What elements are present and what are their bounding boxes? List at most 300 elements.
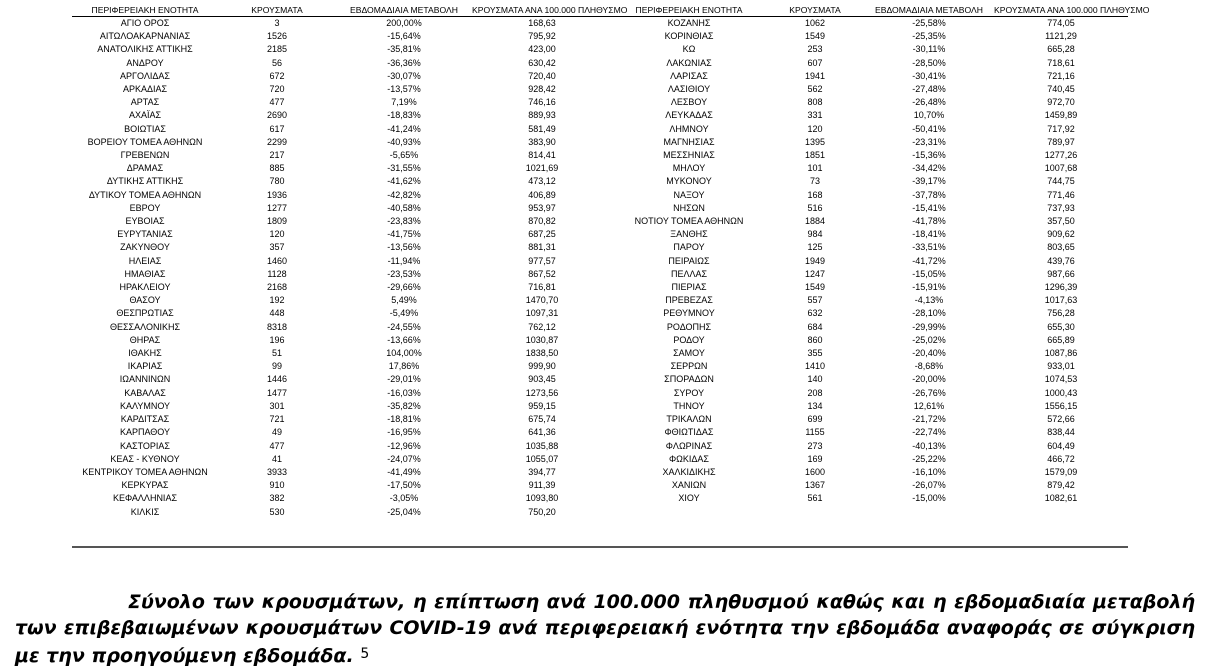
region-name-cell: ΞΑΝΘΗΣ — [670, 229, 708, 240]
cases-cell: 120 — [269, 229, 285, 240]
weekly-change-cell: -40,13% — [912, 440, 946, 451]
cases-per-100k-cell: 803,65 — [1047, 242, 1075, 253]
region-name-cell: ΦΘΙΩΤΙΔΑΣ — [664, 427, 714, 438]
cases-cell: 557 — [807, 295, 823, 306]
table-row — [72, 453, 1128, 466]
weekly-change-cell: -8,68% — [914, 361, 944, 372]
cases-per-100k-cell: 959,15 — [528, 400, 556, 411]
cases-cell: 1477 — [266, 387, 288, 398]
cases-per-100k-cell: 789,97 — [1047, 136, 1075, 147]
region-name-cell: ΕΒΡΟΥ — [129, 202, 161, 213]
weekly-change-cell: -21,72% — [912, 414, 946, 425]
weekly-change-cell: -15,36% — [912, 150, 946, 161]
region-name-cell: ΣΠΟΡΑΔΩΝ — [664, 374, 714, 385]
weekly-change-cell: -36,36% — [387, 57, 421, 68]
table-row — [72, 57, 1128, 70]
table-row — [72, 307, 1128, 320]
region-name-cell: ΙΘΑΚΗΣ — [128, 348, 162, 359]
weekly-change-cell: 12,61% — [913, 400, 945, 411]
cases-cell: 1949 — [804, 255, 826, 266]
weekly-change-cell: -3,05% — [389, 493, 419, 504]
region-name-cell: ΙΚΑΡΙΑΣ — [127, 361, 163, 372]
weekly-change-cell: -27,48% — [912, 84, 946, 95]
weekly-change-cell: -15,05% — [912, 268, 946, 279]
cases-per-100k-cell: 383,90 — [528, 136, 556, 147]
region-name-cell: ΘΕΣΠΡΩΤΙΑΣ — [116, 308, 174, 319]
cases-per-100k-cell: 762,12 — [528, 321, 556, 332]
table-row — [72, 43, 1128, 56]
cases-cell: 2690 — [266, 110, 288, 121]
region-name-cell: ΧΙΟΥ — [678, 493, 700, 504]
cases-per-100k-cell: 774,05 — [1047, 18, 1075, 28]
cases-cell: 1809 — [266, 216, 288, 227]
weekly-change-cell: -29,99% — [912, 321, 946, 332]
region-name-cell: ΛΕΥΚΑΔΑΣ — [665, 110, 713, 121]
region-name-cell: ΛΑΚΩΝΙΑΣ — [666, 57, 712, 68]
region-name-cell: ΤΗΝΟΥ — [673, 400, 705, 411]
cases-per-100k-cell: 756,28 — [1047, 308, 1075, 319]
cases-cell: 169 — [807, 453, 823, 464]
region-name-cell — [612, 506, 766, 519]
region-name-cell: ΤΡΙΚΑΛΩΝ — [666, 414, 712, 425]
column-header: ΠΕΡΙΦΕΡΕΙΑΚΗ ΕΝΟΤΗΤΑ — [612, 4, 766, 17]
region-name-cell: ΑΡΚΑΔΙΑΣ — [122, 84, 168, 95]
cases-cell: 1941 — [804, 70, 826, 81]
table-row — [72, 440, 1128, 453]
cases-cell: 984 — [807, 229, 823, 240]
table-row — [72, 479, 1128, 492]
cases-cell: 684 — [807, 321, 823, 332]
region-name-cell: ΘΕΣΣΑΛΟΝΙΚΗΣ — [109, 321, 181, 332]
cases-cell: 910 — [269, 480, 285, 491]
weekly-change-cell: 104,00% — [386, 348, 422, 359]
region-name-cell: ΚΑΡΠΑΘΟΥ — [119, 427, 171, 438]
region-name-cell: ΝΗΣΩΝ — [673, 202, 705, 213]
cases-per-100k-cell: 933,01 — [1047, 361, 1075, 372]
cases-cell: 382 — [269, 493, 285, 504]
region-name-cell: ΑΡΤΑΣ — [130, 97, 160, 108]
footnote-marker: 5 — [360, 646, 370, 662]
cases-cell: 8318 — [266, 321, 288, 332]
cases-cell: 477 — [269, 97, 285, 108]
cases-per-100k-cell: 655,30 — [1047, 321, 1075, 332]
cases-table-container — [72, 4, 1150, 519]
weekly-change-cell: -23,31% — [912, 136, 946, 147]
region-name-cell: ΒΟΡΕΙΟΥ ΤΟΜΕΑ ΑΘΗΝΩΝ — [87, 136, 203, 147]
region-name-cell: ΘΑΣΟΥ — [129, 295, 161, 306]
region-name-cell: ΡΕΘΥΜΝΟΥ — [663, 308, 715, 319]
cases-cell: 355 — [807, 348, 823, 359]
cases-cell: 73 — [809, 176, 820, 187]
region-name-cell: ΚΕΦΑΛΛΗΝΙΑΣ — [112, 493, 178, 504]
cases-per-100k-cell: 1021,69 — [525, 163, 559, 174]
weekly-change-cell: -35,82% — [387, 400, 421, 411]
weekly-change-cell: -5,49% — [389, 308, 419, 319]
weekly-change-cell: -13,66% — [387, 334, 421, 345]
cases-per-100k-cell: 903,45 — [528, 374, 556, 385]
cases-cell: 720 — [269, 84, 285, 95]
weekly-change-cell: -15,41% — [912, 202, 946, 213]
region-name-cell: ΓΡΕΒΕΝΩΝ — [120, 150, 170, 161]
cases-cell: 192 — [269, 295, 285, 306]
weekly-change-cell: -16,10% — [912, 466, 946, 477]
cases-cell: 101 — [807, 163, 823, 174]
cases-cell: 301 — [269, 400, 285, 411]
cases-cell: 3 — [274, 18, 280, 28]
weekly-change-cell: -30,41% — [912, 70, 946, 81]
region-name-cell: ΛΑΡΙΣΑΣ — [670, 70, 708, 81]
weekly-change-cell: -5,65% — [389, 150, 419, 161]
cases-per-100k-cell: 987,66 — [1047, 268, 1075, 279]
cases-cell: 41 — [271, 453, 282, 464]
weekly-change-cell: -4,13% — [914, 295, 944, 306]
region-name-cell: ΑΙΤΩΛΟΑΚΑΡΝΑΝΙΑΣ — [99, 31, 191, 42]
cases-per-100k-cell: 675,74 — [528, 414, 556, 425]
cases-per-100k-cell: 1097,31 — [525, 308, 559, 319]
weekly-change-cell: -25,04% — [387, 506, 421, 517]
cases-per-100k-cell: 423,00 — [528, 44, 556, 55]
region-name-cell: ΚΕΑΣ - ΚΥΘΝΟΥ — [110, 453, 180, 464]
cases-cell: 780 — [269, 176, 285, 187]
weekly-change-cell: -41,78% — [912, 216, 946, 227]
region-name-cell: ΠΕΙΡΑΙΩΣ — [668, 255, 710, 266]
cases-cell: 196 — [269, 334, 285, 345]
cases-cell: 1460 — [266, 255, 288, 266]
weekly-change-cell: -15,91% — [912, 282, 946, 293]
weekly-change-cell: -17,50% — [387, 480, 421, 491]
weekly-change-cell: -41,75% — [387, 229, 421, 240]
cases-per-100k-cell: 716,81 — [528, 282, 556, 293]
cases-cell: 2168 — [266, 282, 288, 293]
weekly-change-cell: -25,02% — [912, 334, 946, 345]
region-name-cell: ΡΟΔΟΠΗΣ — [666, 321, 712, 332]
weekly-change-cell: -11,94% — [387, 255, 421, 266]
cases-per-100k-cell: 1296,39 — [1044, 282, 1078, 293]
weekly-change-cell: -50,41% — [912, 123, 946, 134]
weekly-change-cell: -41,24% — [387, 123, 421, 134]
region-name-cell: ΘΗΡΑΣ — [129, 334, 161, 345]
weekly-change-cell: -25,58% — [912, 18, 946, 28]
cases-per-100k-cell — [994, 506, 1128, 519]
cases-cell: 1367 — [804, 480, 826, 491]
cases-cell: 885 — [269, 163, 285, 174]
cases-cell: 1549 — [804, 282, 826, 293]
cases-cell: 562 — [807, 84, 823, 95]
table-row — [72, 17, 1128, 31]
region-name-cell: ΛΗΜΝΟΥ — [669, 123, 709, 134]
table-row — [72, 294, 1128, 307]
column-header: ΚΡΟΥΣΜΑΤΑ ΑΝΑ 100.000 ΠΛΗΘΥΣΜΟ — [472, 5, 628, 15]
weekly-change-cell: -12,96% — [387, 440, 421, 451]
table-row — [72, 400, 1128, 413]
weekly-change-cell: -37,78% — [912, 189, 946, 200]
column-header: ΠΕΡΙΦΕΡΕΙΑΚΗ ΕΝΟΤΗΤΑ — [72, 4, 218, 17]
cases-per-100k-cell: 771,46 — [1047, 189, 1075, 200]
cases-cell: 208 — [807, 387, 823, 398]
table-bottom-rule — [72, 546, 1128, 548]
table-row — [72, 255, 1128, 268]
region-name-cell: ΚΕΡΚΥΡΑΣ — [121, 480, 169, 491]
header-row — [72, 4, 1128, 17]
cases-per-100k-cell: 867,52 — [528, 268, 556, 279]
region-name-cell: ΑΝΔΡΟΥ — [126, 57, 164, 68]
cases-per-100k-cell: 665,89 — [1047, 334, 1075, 345]
weekly-change-cell: -13,57% — [387, 84, 421, 95]
cases-per-100k-cell: 1459,89 — [1044, 110, 1078, 121]
region-name-cell: ΣΑΜΟΥ — [673, 348, 705, 359]
region-name-cell: ΠΡΕΒΕΖΑΣ — [665, 295, 713, 306]
cases-per-100k-cell: 889,93 — [528, 110, 556, 121]
cases-cell: 1600 — [804, 466, 826, 477]
cases-per-100k-cell: 1017,63 — [1044, 295, 1078, 306]
cases-cell: 672 — [269, 70, 285, 81]
region-name-cell: ΠΙΕΡΙΑΣ — [671, 282, 707, 293]
column-header: ΕΒΔΟΜΑΔΙΑΙΑ ΜΕΤΑΒΟΛΗ — [864, 4, 994, 17]
weekly-change-cell: -34,42% — [912, 163, 946, 174]
cases-cell: 2299 — [266, 136, 288, 147]
table-row — [72, 215, 1128, 228]
cases-per-100k-cell: 814,41 — [528, 150, 556, 161]
weekly-change-cell: -18,83% — [387, 110, 421, 121]
cases-cell: 607 — [807, 57, 823, 68]
table-row — [72, 228, 1128, 241]
weekly-change-cell: -39,17% — [912, 176, 946, 187]
table-row — [72, 96, 1128, 109]
table-row — [72, 426, 1128, 439]
cases-per-100k-cell: 357,50 — [1047, 216, 1075, 227]
region-name-cell: ΣΕΡΡΩΝ — [670, 361, 708, 372]
cases-per-100k-cell: 737,93 — [1047, 202, 1075, 213]
region-name-cell: ΝΑΞΟΥ — [673, 189, 705, 200]
cases-per-100k-cell: 687,25 — [528, 229, 556, 240]
cases-cell: 561 — [807, 493, 823, 504]
cases-per-100k-cell: 473,12 — [528, 176, 556, 187]
weekly-change-cell: -35,81% — [387, 44, 421, 55]
cases-per-100k-cell: 870,82 — [528, 216, 556, 227]
weekly-change-cell: -20,00% — [912, 374, 946, 385]
cases-cell: 140 — [807, 374, 823, 385]
figure-caption — [15, 589, 1195, 669]
column-header: ΚΡΟΥΣΜΑΤΑ — [218, 4, 336, 17]
caption-text: Σύνολο των κρουσμάτων, η επίπτωση ανά 100.000 πληθυσμού καθώς και η εβδομαδιαία μεταβολή των επιβεβαιωμένων κρουσμάτων COVID-19 ανά περιφερειακή ενότητα την εβδομάδα αναφοράς σε σύγκριση με την προηγούμενη εβδομάδα. — [15, 591, 1195, 667]
weekly-change-cell: -25,22% — [912, 453, 946, 464]
region-name-cell: ΛΑΣΙΘΙΟΥ — [667, 84, 711, 95]
cases-cell: 1410 — [804, 361, 826, 372]
region-name-cell: ΜΗΛΟΥ — [672, 163, 706, 174]
cases-per-100k-cell: 406,89 — [528, 189, 556, 200]
region-name-cell: ΚΩ — [682, 44, 696, 55]
region-name-cell: ΗΜΑΘΙΑΣ — [124, 268, 166, 279]
cases-per-100k-cell: 1035,88 — [525, 440, 559, 451]
weekly-change-cell: -18,81% — [387, 414, 421, 425]
cases-per-100k-cell: 999,90 — [528, 361, 556, 372]
cases-cell: 1128 — [267, 268, 287, 279]
region-name-cell: ΔΥΤΙΚΟΥ ΤΟΜΕΑ ΑΘΗΝΩΝ — [88, 189, 202, 200]
region-name-cell: ΜΥΚΟΝΟΥ — [666, 176, 712, 187]
cases-cell: 808 — [807, 97, 823, 108]
weekly-change-cell: -31,55% — [387, 163, 421, 174]
table-header — [72, 4, 1150, 17]
cases-per-100k-cell: 1030,87 — [525, 334, 559, 345]
weekly-change-cell: -22,74% — [912, 427, 946, 438]
region-name-cell: ΚΑΛΥΜΝΟΥ — [119, 400, 171, 411]
table-row — [72, 202, 1128, 215]
table-row — [72, 321, 1128, 334]
region-name-cell: ΜΑΓΝΗΣΙΑΣ — [663, 136, 715, 147]
weekly-change-cell: -18,41% — [912, 229, 946, 240]
table-row — [72, 373, 1128, 386]
table-row — [72, 136, 1128, 149]
cases-cell: 632 — [807, 308, 823, 319]
weekly-change-cell: -26,07% — [912, 480, 946, 491]
cases-per-100k-cell: 881,31 — [528, 242, 556, 253]
cases-per-100k-cell: 879,42 — [1047, 480, 1075, 491]
weekly-change-cell: 17,86% — [388, 361, 420, 372]
region-name-cell: ΔΥΤΙΚΗΣ ΑΤΤΙΚΗΣ — [106, 176, 184, 187]
cases-per-100k-cell: 1273,56 — [525, 387, 559, 398]
table-body — [72, 17, 1128, 519]
table-row — [72, 109, 1128, 122]
region-name-cell: ΡΟΔΟΥ — [673, 334, 705, 345]
table-row — [72, 123, 1128, 136]
region-name-cell: ΑΝΑΤΟΛΙΚΗΣ ΑΤΤΙΚΗΣ — [97, 44, 193, 55]
cases-per-100k-cell: 439,76 — [1047, 255, 1075, 266]
region-name-cell: ΗΛΕΙΑΣ — [128, 255, 162, 266]
cases-by-regional-unit-table — [72, 4, 1150, 519]
weekly-change-cell: -16,95% — [387, 427, 421, 438]
cases-per-100k-cell: 394,77 — [528, 466, 556, 477]
region-name-cell: ΧΑΝΙΩΝ — [671, 480, 707, 491]
cases-cell: 217 — [269, 150, 285, 161]
cases-cell: 1277 — [266, 202, 288, 213]
region-name-cell: ΑΧΑΪΑΣ — [128, 110, 162, 121]
table-row — [72, 466, 1128, 479]
cases-cell: 2185 — [266, 44, 288, 55]
region-name-cell: ΜΕΣΣΗΝΙΑΣ — [663, 150, 715, 161]
weekly-change-cell: 7,19% — [391, 97, 417, 108]
weekly-change-cell: -26,48% — [912, 97, 946, 108]
table-row — [72, 334, 1128, 347]
weekly-change-cell: -41,72% — [912, 255, 946, 266]
column-header: ΕΒΔΟΜΑΔΙΑΙΑ ΜΕΤΑΒΟΛΗ — [336, 4, 472, 17]
region-name-cell: ΑΓΙΟ ΟΡΟΣ — [120, 18, 170, 28]
region-name-cell: ΚΑΡΔΙΤΣΑΣ — [120, 414, 170, 425]
cases-cell: 56 — [271, 57, 282, 68]
weekly-change-cell: 5,49% — [391, 295, 417, 306]
cases-cell: 448 — [269, 308, 285, 319]
cases-per-100k-cell: 1055,07 — [525, 453, 559, 464]
table-row — [72, 241, 1128, 254]
table-row — [72, 506, 1128, 519]
weekly-change-cell: -33,51% — [912, 242, 946, 253]
cases-cell: 49 — [271, 427, 282, 438]
table-row — [72, 492, 1128, 505]
cases-cell: 721 — [269, 414, 285, 425]
weekly-change-cell: -29,66% — [387, 282, 421, 293]
cases-per-100k-cell: 977,57 — [528, 255, 556, 266]
weekly-change-cell — [864, 506, 994, 519]
table-row — [72, 175, 1128, 188]
cases-per-100k-cell: 744,75 — [1047, 176, 1075, 187]
cases-cell: 1155 — [805, 427, 825, 438]
table-row — [72, 360, 1128, 373]
weekly-change-cell: 200,00% — [386, 18, 422, 28]
weekly-change-cell: -15,00% — [912, 493, 946, 504]
region-name-cell: ΦΩΚΙΔΑΣ — [669, 453, 709, 464]
cases-per-100k-cell: 466,72 — [1047, 453, 1075, 464]
weekly-change-cell: -30,07% — [387, 70, 421, 81]
cases-per-100k-cell: 665,28 — [1047, 44, 1075, 55]
cases-per-100k-cell: 746,16 — [528, 97, 556, 108]
cases-per-100k-cell: 928,42 — [528, 84, 556, 95]
cases-cell: 253 — [807, 44, 823, 55]
cases-cell: 331 — [807, 110, 823, 121]
region-name-cell: ΑΡΓΟΛΙΔΑΣ — [120, 70, 170, 81]
region-name-cell: ΠΑΡΟΥ — [673, 242, 705, 253]
weekly-change-cell: -41,62% — [387, 176, 421, 187]
cases-cell: 3933 — [266, 466, 288, 477]
weekly-change-cell: -25,35% — [912, 31, 946, 42]
cases-cell: 1884 — [804, 216, 826, 227]
cases-per-100k-cell: 1082,61 — [1044, 493, 1078, 504]
cases-per-100k-cell: 1074,53 — [1044, 374, 1078, 385]
cases-cell — [766, 506, 864, 519]
region-name-cell: ΚΕΝΤΡΙΚΟΥ ΤΟΜΕΑ ΑΘΗΝΩΝ — [82, 466, 208, 477]
region-name-cell: ΚΑΣΤΟΡΙΑΣ — [120, 440, 170, 451]
cases-cell: 1395 — [804, 136, 826, 147]
cases-per-100k-cell: 911,39 — [528, 480, 556, 491]
weekly-change-cell: -24,07% — [387, 453, 421, 464]
cases-per-100k-cell: 953,97 — [528, 202, 556, 213]
region-name-cell: ΣΥΡΟΥ — [673, 387, 705, 398]
cases-per-100k-cell: 1579,09 — [1044, 466, 1078, 477]
cases-per-100k-cell: 1121,29 — [1045, 31, 1077, 42]
cases-per-100k-cell: 168,63 — [528, 18, 556, 28]
cases-cell: 1526 — [266, 31, 288, 42]
cases-per-100k-cell: 630,42 — [528, 57, 556, 68]
cases-cell: 477 — [269, 440, 285, 451]
region-name-cell: ΚΟΡΙΝΘΙΑΣ — [664, 31, 714, 42]
table-row — [72, 281, 1128, 294]
cases-cell: 134 — [807, 400, 823, 411]
weekly-change-cell: -28,10% — [912, 308, 946, 319]
weekly-change-cell: -16,03% — [387, 387, 421, 398]
cases-per-100k-cell: 717,92 — [1047, 123, 1075, 134]
cases-per-100k-cell: 604,49 — [1047, 440, 1075, 451]
region-name-cell: ΙΩΑΝΝΙΝΩΝ — [119, 374, 171, 385]
cases-cell: 51 — [271, 348, 282, 359]
weekly-change-cell: -28,50% — [912, 57, 946, 68]
weekly-change-cell: -30,11% — [912, 44, 946, 55]
region-name-cell: ΕΥΡΥΤΑΝΙΑΣ — [117, 229, 173, 240]
cases-per-100k-cell: 740,45 — [1047, 84, 1075, 95]
cases-per-100k-cell: 581,49 — [528, 123, 556, 134]
weekly-change-cell: -42,82% — [387, 189, 421, 200]
cases-per-100k-cell: 909,62 — [1047, 229, 1075, 240]
cases-cell: 273 — [807, 440, 823, 451]
cases-cell: 699 — [807, 414, 823, 425]
weekly-change-cell: 10,70% — [913, 110, 945, 121]
cases-cell: 860 — [807, 334, 823, 345]
cases-per-100k-cell: 1556,15 — [1044, 400, 1078, 411]
region-name-cell: ΚΑΒΑΛΑΣ — [124, 387, 166, 398]
weekly-change-cell: -15,64% — [387, 31, 421, 42]
cases-cell: 168 — [807, 189, 823, 200]
region-name-cell: ΕΥΒΟΙΑΣ — [125, 216, 165, 227]
table-row — [72, 347, 1128, 360]
table-row — [72, 387, 1128, 400]
table-row — [72, 149, 1128, 162]
